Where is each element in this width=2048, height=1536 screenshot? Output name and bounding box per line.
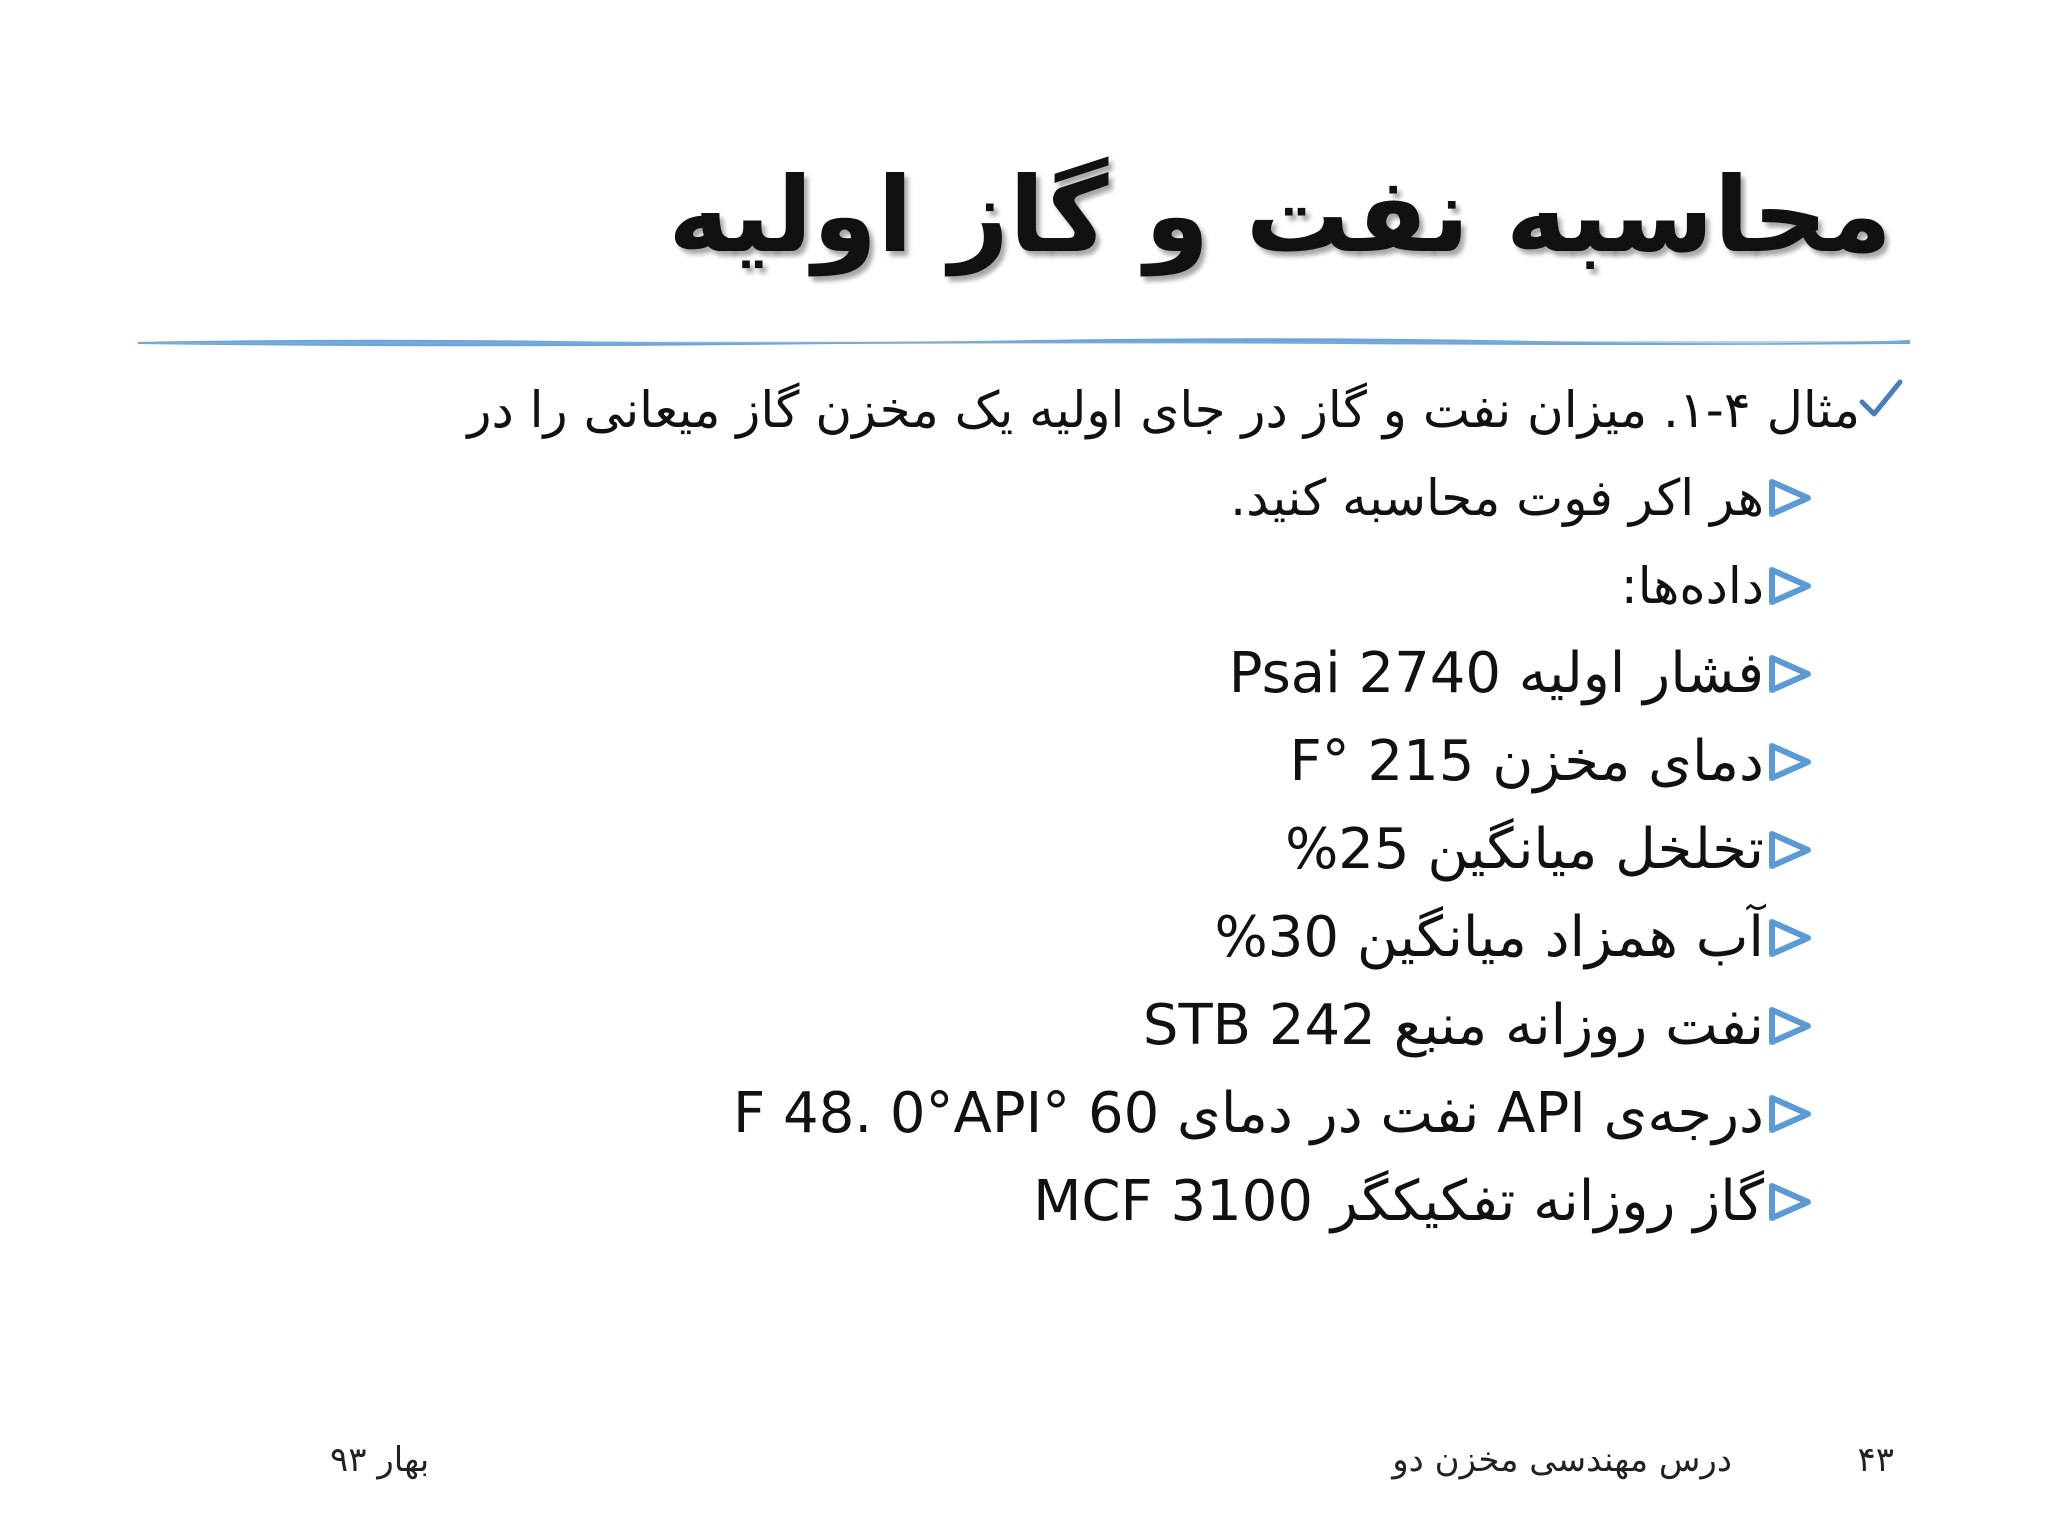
- sub-bullet-text: گاز روزانه تفکیکگر 3100 MCF: [1033, 1169, 1764, 1234]
- sub-bullet-text: هر اکر فوت محاسبه کنید.: [1230, 469, 1764, 527]
- sub-bullet-item: [126, 1070, 1812, 1158]
- slide-title: محاسبه نفت و گاز اولیه: [668, 154, 1892, 276]
- main-bullet-text: مثال ۴-۱. میزان نفت و گاز در جای اولیه یک مخزن گاز میعانی را در: [467, 381, 1860, 439]
- sub-bullet-item: [126, 894, 1812, 982]
- arrow-icon: [1768, 566, 1812, 606]
- course-name: درس مهندسی مخزن دو: [1392, 1440, 1732, 1480]
- arrow-icon: [1768, 830, 1812, 870]
- slide-content: [126, 370, 1906, 1246]
- sub-bullet-text: تخلخل میانگین 25%: [1285, 817, 1764, 882]
- sub-bullet-text: دمای مخزن 215 °F: [1289, 729, 1764, 794]
- arrow-icon: [1768, 918, 1812, 958]
- sub-bullet-text: نفت روزانه منبع 242 STB: [1142, 993, 1764, 1058]
- sub-bullet-item: [126, 718, 1812, 806]
- sub-bullet-text: درجه‌ی API نفت در دمای 60 °F 48. 0°API: [733, 1081, 1764, 1146]
- sub-bullet-item: [126, 806, 1812, 894]
- sub-bullet-text: آب همزاد میانگین 30%: [1214, 905, 1764, 970]
- sub-bullet-text: فشار اولیه 2740 Psai: [1228, 641, 1764, 706]
- arrow-icon: [1768, 1094, 1812, 1134]
- sub-bullet-item: [126, 1158, 1812, 1246]
- term-label: بهار ۹۳: [330, 1440, 430, 1480]
- page-number: ۴۳: [1857, 1440, 1894, 1480]
- sub-bullet-item: [126, 630, 1812, 718]
- title-divider: [138, 334, 1910, 348]
- sub-bullet-item: [126, 982, 1812, 1070]
- arrow-icon: [1768, 1006, 1812, 1046]
- arrow-icon: [1768, 478, 1812, 518]
- arrow-icon: [1768, 654, 1812, 694]
- main-bullet-item: [126, 370, 1906, 450]
- sub-bullet-text: داده‌ها:: [1620, 557, 1764, 615]
- sub-bullet-item: [126, 542, 1812, 630]
- sub-bullet-list: [126, 454, 1906, 1246]
- arrow-icon: [1768, 1182, 1812, 1222]
- sub-bullet-item: [126, 454, 1812, 542]
- arrow-icon: [1768, 742, 1812, 782]
- check-icon: [1856, 374, 1906, 424]
